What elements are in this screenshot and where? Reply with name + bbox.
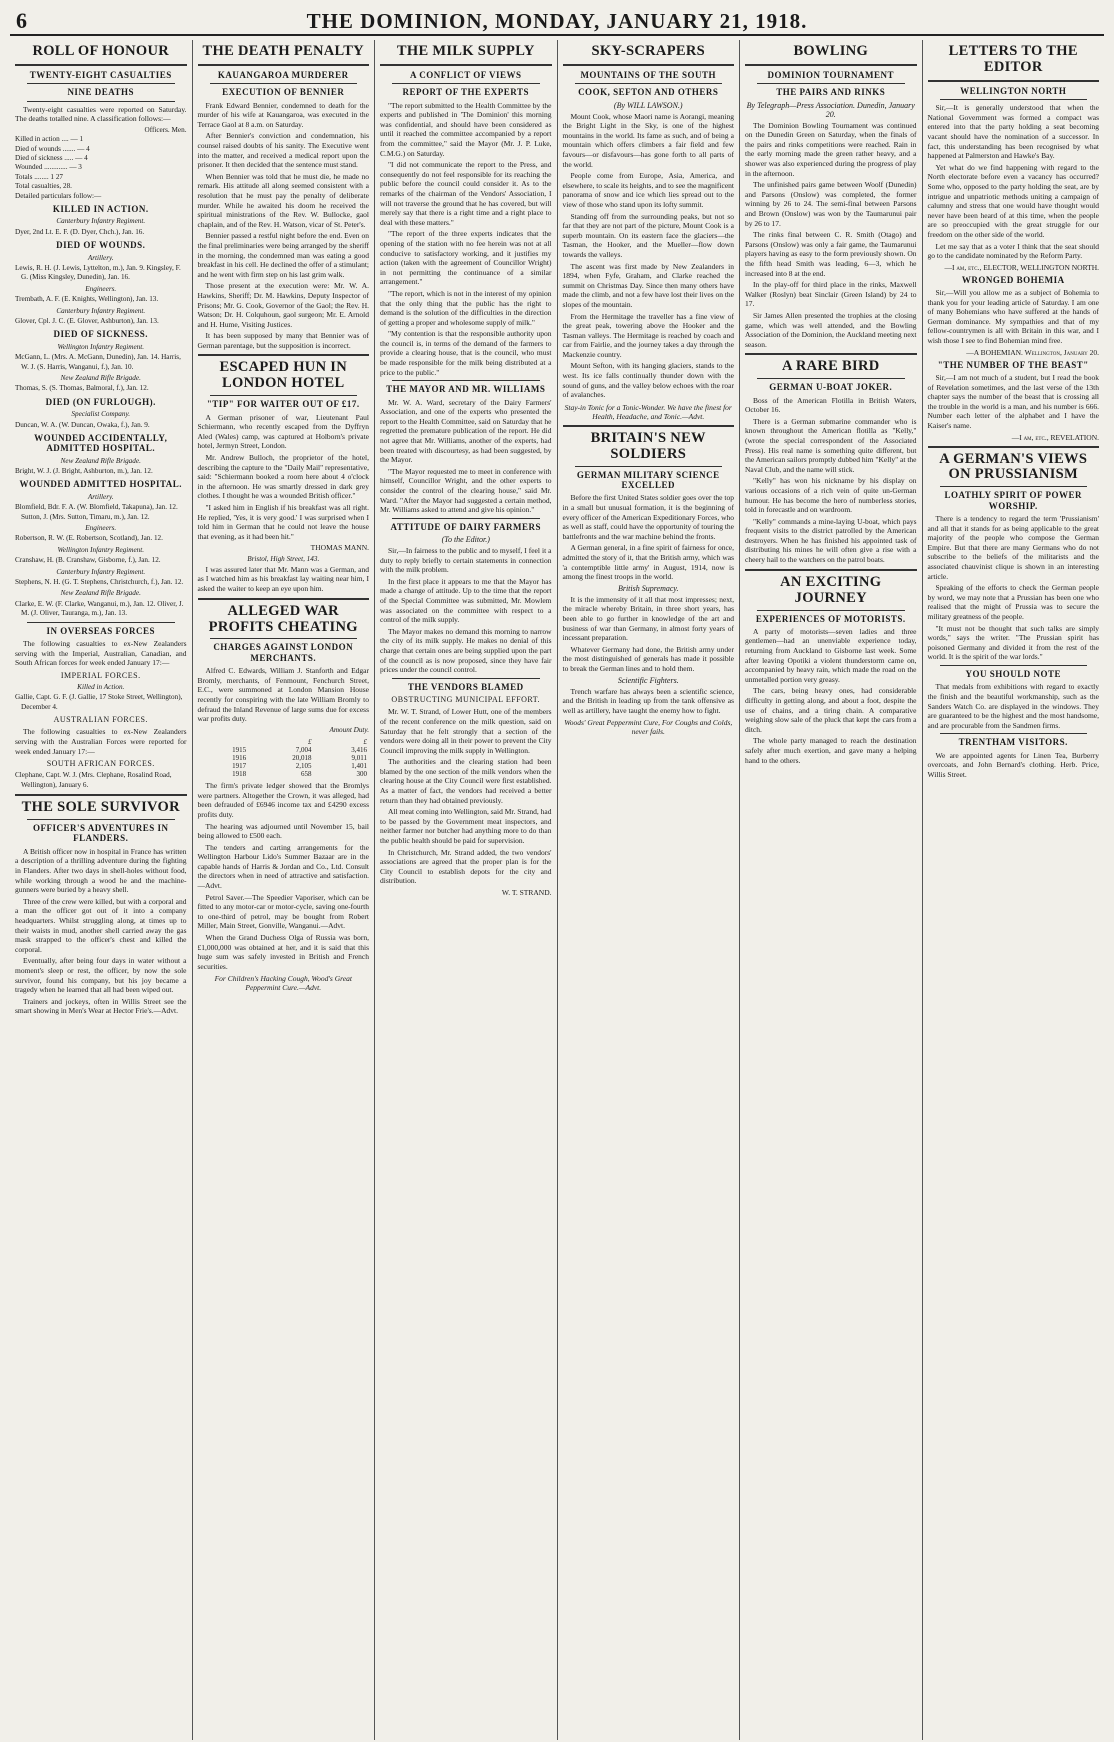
milk-supply-subheading-2: REPORT OF THE EXPERTS	[402, 87, 529, 98]
article-paragraph: Sir,—In fairness to the public and to myself, I feel it a duty to reply briefly to certain statements in connection with the milk problem.	[380, 546, 552, 575]
article-paragraph: "The report of the three experts indicates that the opening of the station with no fee herein was not at all conducive to satisfactory working, and it justifies my action (taken with the agreement of Councillor Wright) in not permitting the continuance of a similar arrangement."	[380, 229, 552, 287]
table-cell: 1918	[232, 770, 247, 779]
casualty-names: Gallie, Capt. G. F. (J. Gallie, 17 Stoke Street, Wellington), December 4.	[15, 693, 183, 711]
article-paragraph: In the first place it appears to me that the Mayor has made a change of attitude. Up to the time that the report of the Special Committee was submitted, Mr. Mowlem was associated on the committee with respect to a control of the milk supply.	[380, 576, 552, 625]
mayor-heading: THE MAYOR AND MR. WILLIAMS	[386, 384, 546, 395]
australian-heading: AUSTRALIAN FORCES.	[53, 715, 148, 725]
unit-name: New Zealand Rifle Brigade.	[60, 373, 141, 382]
german-views-subheading: LOATHLY SPIRIT OF POWER WORSHIP.	[944, 490, 1082, 511]
article-paragraph: The unfinished pairs game between Woolf (Dunedin) and Parsons (Onslow) was completed, the former winning by 26 to 24. The semi-final between Parsons and Brown (Onslow) was won by the Taumarunui pair by 26 to 17.	[745, 180, 917, 228]
roll-table-row: Died of sickness ..... — 4	[15, 154, 88, 163]
divider	[940, 665, 1088, 666]
divider	[757, 610, 905, 611]
masthead-title: THE DOMINION, MONDAY, JANUARY 21, 1918.	[306, 9, 808, 33]
divider	[380, 64, 552, 66]
sickness-heading: DIED OF SICKNESS.	[53, 329, 148, 340]
death-penalty-subheading-2: EXECUTION OF BENNIER	[222, 87, 345, 98]
furlough-heading: DIED (ON FURLOUGH).	[45, 396, 156, 407]
article-paragraph: Mount Sefton, with its hanging glaciers, stands to the west. Its ice falls continually thunder down with the sound of guns, and the valley below echoes with the roar of avalanches.	[562, 361, 734, 400]
article-paragraph: In Christchurch, Mr. Strand added, the two vendors' associations are agreed that the proper plan is for the City Council to establish depots for the city and distribution.	[380, 847, 552, 886]
article-paragraph: Let me say that as a voter I think that the seat should go to the candidate nominated by the Reform Party.	[927, 241, 1099, 261]
wronged-bohemia-heading: WRONGED BOHEMIA	[961, 274, 1065, 285]
article-paragraph: The cars, being heavy ones, had considerable difficulty in getting along, and about a foot, despite the use of chains, and a tiring chain. A comparative weighing slow sale of the pluck that kept the cars from a ditch.	[745, 686, 917, 734]
unit-name: Canterbury Infantry Regiment.	[56, 217, 146, 226]
unit-name: Artillery.	[87, 492, 114, 501]
article-paragraph: There is a tendency to regard the term 'Prussianism' and all that it stands for as being applicable to the great majority of the people who compose the German Empire. But that there are many Germans who do not subscribe to the beliefs of the militarists and the associated chauvinist clique is shown in an interesting article.	[927, 514, 1099, 581]
divider	[940, 486, 1088, 487]
divider	[198, 598, 370, 600]
divider	[563, 64, 735, 66]
duty-table-header	[198, 738, 370, 746]
table-row	[198, 762, 370, 770]
article-paragraph: It is the immensity of it all that most impresses; next, the miracle whereby Britain, in three short years, has been able to go further in knowledge of the art and business of war than Germany, in almost forty years of incessant preparation.	[562, 594, 734, 643]
britain-soldiers-subheading: GERMAN MILITARY SCIENCE EXCELLED	[576, 469, 720, 491]
advertisement: Stay-in Tonic for a Tonic-Wonder. We have the finest for Health, Headache, and Tonic.—Advt.	[564, 402, 732, 421]
article-paragraph: When Bennier was told that he must die, he made no remark. His attitude all along seemed consistent with a resolution that he must pay the penalty of deliberate murder. While he awaited his doom he received the spiritual ministrations of the Rev. W. Bullocke, gaol chaplain, and of the Rev. H. Watson, vicar of St. Peter's.	[197, 171, 369, 229]
letters-heading: LETTERS TO THE EDITOR	[948, 43, 1078, 75]
roll-total: Totals ........ 1 27	[15, 172, 64, 181]
roll-subheading: TWENTY-EIGHT CASUALTIES	[29, 69, 172, 80]
roll-subheading-2: NINE DEATHS	[67, 87, 135, 98]
casualty-names: Cranshaw, H. (B. Cranshaw, Gisborne, f.), Jan. 12.	[15, 556, 161, 565]
article-paragraph: Eventually, after being four days in water without a moment's sleep or rest, the officer, by now the sole survivor, found his company, but his joy became a tragedy when he learned that all had been wiped out.	[15, 956, 187, 995]
article-paragraph: All meat coming into Wellington, said Mr. Strand, had to be passed by the Government meat inspectors, and neither farmer nor butcher had anything more to do than the public health should be paid for supervision.	[380, 807, 552, 846]
divider	[27, 83, 175, 84]
article-paragraph: "Kelly" has won his nickname by his display on various occasions of a rich vein of quite un-German humour. He has become the hero of numberless stories, told in forecastle and on wardroom.	[745, 476, 917, 515]
advertisement: That medals from exhibitions with regard to exactly the finish and the beautiful workmanship, such as the Sanders Watch Co. are displayed in the windows. They are guaranteed to be the highest and the most handsome, and are procurable from the Sandmen firms.	[927, 682, 1099, 730]
advertisement: Petrol Saver.—The Speedier Vaporiser, which can be fitted to any motor-car or motor-cycle, saving one-fourth to one-third of petrol, may be bought from Robert Miller, Main Street, Gonville, Wanganui.—Advt.	[197, 892, 369, 931]
unit-name: Wellington Infantry Regiment.	[57, 342, 145, 351]
german-views-heading: A GERMAN'S VIEWS ON PRUSSIANISM	[939, 450, 1088, 483]
divider	[27, 819, 175, 820]
attitude-subheading: (To the Editor.)	[441, 535, 490, 545]
duty-table-header-cell: £	[363, 738, 367, 747]
unit-name: Specialist Company.	[71, 410, 131, 419]
casualty-names: Clephane, Capt. W. J. (Mrs. Clephane, Rosalind Road, Wellington), January 6.	[15, 771, 172, 789]
divider	[575, 83, 723, 84]
article-paragraph: Before the first United States soldier goes over the top in a small but unusual formation, it is the beginning of every officer of the American Expeditionary Forces, who as well as staff, could have the opportunity of touring the battlefronts and the war machine behind the fronts.	[562, 493, 734, 541]
signature: —I am, etc., ELECTOR, WELLINGTON NORTH.	[944, 262, 1099, 272]
unit-name: Canterbury Infantry Regiment.	[56, 567, 146, 576]
divider	[757, 378, 905, 379]
died-wounds-heading: DIED OF WOUNDS.	[56, 240, 146, 251]
article-paragraph: After Bennier's conviction and condemnation, his counsel raised doubts of his sanity. The Executive went into the matter, and received a medical report upon the prisoner. It then decided that the sentence must stand.	[197, 131, 369, 170]
table-row	[198, 770, 370, 778]
bowling-subheading-2: THE PAIRS AND RINKS	[776, 87, 886, 98]
overseas-text: The following casualties to ex-New Zealanders serving with the Imperial, Australian, Canadian, and South African forces for week ended January 17:—	[15, 639, 187, 668]
article-paragraph: The ascent was first made by New Zealanders in 1894, when Fyfe, Graham, and Clarke reached the summit on Christmas Day. Since then many others have made the climb, and not a few have lost their lives on the slopes of the mountain.	[562, 261, 734, 309]
byline: By Telegraph—Press Association. Dunedin, January 20.	[746, 100, 915, 119]
article-paragraph: A party of motorists—seven ladies and three gentlemen—had an unenviable experience today, returning from Auckland to Gisborne last week. Some after leaving Opotiki a violent thunderstorm came on, accompanied by heavy rain, which made the road on the unmetalled portion very greasy.	[745, 626, 917, 684]
roll-table-row: Died of wounds ....... — 4	[15, 144, 90, 153]
bowling-subheading: DOMINION TOURNAMENT	[767, 69, 894, 80]
casualty-names: Blomfield, Bdr. F. A. (W. Blomfield, Takapuna), Jan. 12. Sutton, J. (Mrs. Sutton, Timaru, m.), Jan. 12.	[15, 503, 178, 521]
divider	[745, 353, 917, 355]
article-paragraph: "I asked him in English if his breakfast was all right. He replied, 'Yes, it is very good.' I was surprised when I told him in German that he could not leave the house that evening, as it had been hit."	[197, 503, 369, 541]
article-paragraph: "My contention is that the responsible authority upon the council is, in terms of the demand of the farmers to provide a clearing house, that is the council, who must be made responsible for the milk being distributed at a price to the public."	[380, 329, 552, 377]
article-paragraph: Those present at the execution were: Mr. W. A. Hawkins, Sheriff; Dr. M. Hawkins, Deputy Inspector of Prisons; Mr. G. Cook, Governor of the Gaol; the Rev. H. Watson; Dr. H. Colquhoun, gaol surgeon; Mr. E. Arnold and H. Hume, Visiting Justices.	[197, 281, 369, 329]
article-paragraph: The firm's private ledger showed that the Bromlys were partners. Altogether the Crown, it was alleged, had been defrauded of £6946 income tax and £4290 excess profits duty.	[197, 781, 369, 819]
death-penalty-heading: THE DEATH PENALTY	[202, 43, 364, 59]
south-african-heading: SOUTH AFRICAN FORCES.	[46, 759, 155, 769]
article-paragraph: "The report submitted to the Health Committee by the experts and published in 'The Dominion' this morning was confidential, and should have been considered as until it reached the committee accompanied by a report from the committee," said the Mayor (Mr. J. P. Luke, C.M.G.) on Saturday.	[380, 100, 552, 158]
sky-scrapers-subheading-2: COOK, SEFTON AND OTHERS	[578, 87, 719, 98]
divider	[940, 99, 1088, 100]
article-paragraph: Speaking of the efforts to check the German people by word, we may note that a Prussian has been one who realised that the might of Prussia was to secure the military greatness of the people.	[927, 583, 1099, 622]
unit-name: New Zealand Rifle Brigade.	[60, 589, 141, 598]
unit-name: Canterbury Infantry Regiment.	[56, 306, 146, 315]
article-paragraph: Whatever Germany had done, the British army under the most distinguished of generals has made it possible to break the German lines and to hold them.	[562, 644, 734, 673]
rare-bird-subheading: GERMAN U-BOAT JOKER.	[769, 382, 893, 393]
signature: —A BOHEMIAN. Wellington, January 20.	[966, 347, 1099, 357]
duty-table	[198, 738, 370, 778]
article-paragraph: Standing off from the surrounding peaks, but not so far that they are not part of the picture, Mount Cook is a superb mountain. On its eastern face the glaciers—the Tasman, the Hooker, and the Mueller—flow down towards the valleys.	[562, 211, 734, 259]
duty-table-header-cell	[198, 738, 249, 746]
sole-survivor-heading: THE SOLE SURVIVOR	[21, 799, 180, 816]
divider	[745, 64, 917, 66]
casualty-names: Lewis, R. H. (J. Lewis, Lyttelton, m.), Jan. 9. Kingsley, F. G. (Miss Kingsley, Dunedin), Jan. 16.	[15, 263, 181, 282]
divider	[210, 395, 358, 396]
roll-total-2: Total casualties, 28.	[15, 182, 72, 191]
advertisement: For Children's Hacking Cough, Wood's Great Peppermint Cure.—Advt.	[214, 974, 352, 993]
article-paragraph: Sir,—It is generally understood that when the National Government was formed a compact was entered into that the party holding a seat becoming vacant should have the nomination of a successor. In fact, this understanding has been recognised by what happened at Palmerston and Hawke's Bay.	[927, 103, 1099, 161]
article-paragraph: People come from Europe, Asia, America, and elsewhere, to scale its heights, and to see the magnificent panorama of snow and ice which lies spread out to the view of those who stand upon its lofty summit.	[562, 171, 734, 209]
bowling-heading: BOWLING	[793, 43, 869, 59]
table-cell: 300	[356, 770, 367, 779]
table-cell: 1916	[232, 754, 247, 763]
sky-scrapers-heading: SKY-SCRAPERS	[591, 43, 705, 59]
section-subheading: British Supremacy.	[617, 583, 679, 593]
advertisement: Woods' Great Peppermint Cure, For Coughs and Colds, never fails.	[564, 718, 733, 737]
roll-table-row: Killed in action .... — 1	[15, 135, 84, 144]
column-1	[10, 40, 193, 1740]
milk-supply-heading: THE MILK SUPPLY	[396, 43, 535, 59]
article-paragraph: Mount Cook, whose Maori name is Aorangi, meaning the Bright Light in the Sky, is one of the highest mountains in the world. Its fame as such, and of being a mountain which offers climbers a fair field and few favours—or disfavours—has gone forth to all parts of the world.	[562, 111, 734, 169]
divider	[745, 569, 917, 571]
article-paragraph: A British officer now in hospital in France has written a description of a thrilling adventure during the fighting in Flanders. After two days in shell-holes without food, while working through a wood he and the machine-gunners were buried by a heavy shell.	[15, 846, 187, 895]
unit-name: New Zealand Rifle Brigade.	[60, 456, 141, 465]
exciting-journey-subheading: EXPERIENCES OF MOTORISTS.	[755, 613, 906, 624]
article-paragraph: "It must not be thought that such talks are simply words," says the writer. "The Prussian spirit has poisoned Germany and divided it from the rest of the world. It is the spirit of the war lords."	[927, 623, 1099, 662]
article-paragraph: Bennier passed a restful night before the end. Even on the final preliminaries were being arranged by the sheriff in the morning, the condemned man was eating a good breakfast in his cell. He declined the offer of a stimulant; and he went with firm step on his last grim walk.	[197, 231, 369, 279]
advertisement: The tenders and carting arrangements for the Wellington Harbour Lido's Summer Bazaar are in the capable hands of Harris & Jordan and Co., Ltd. Consult the directors when in need of attractive and satisfaction.—Advt.	[197, 842, 369, 891]
divider	[392, 380, 540, 381]
wounded-accidentally-heading: WOUNDED ACCIDENTALLY, ADMITTED HOSPITAL.	[34, 432, 168, 454]
table-cell: 2,105	[295, 762, 312, 771]
article-paragraph: Sir James Allen presented the trophies at the closing game, which was well attended, and the Bowling Association of the Dominion, the Auckland meeting next season.	[745, 310, 917, 349]
article-paragraph: Yet what do we find happening with regard to the North electorate before even a vacancy has occurred? Some who, opposed to the party holding the seat, are by intrigue and unpatriotic methods uniting a campaign of calumny and stress that one would have thought would never have been heard of at this time, when the people are so preoccupied with the great struggle for our freedom on the other side of the world.	[927, 162, 1099, 239]
death-penalty-subheading: KAUANGAROA MURDERER	[217, 69, 349, 80]
column-5	[740, 40, 923, 1740]
overseas-heading: IN OVERSEAS FORCES	[46, 625, 156, 636]
divider	[940, 733, 1088, 734]
alleged-profits-subheading: CHARGES AGAINST LONDON MERCHANTS.	[213, 642, 354, 663]
duty-table-header-cell: £	[307, 738, 312, 747]
article-paragraph: Mr. W. T. Strand, of Lower Hutt, one of the members of the recent conference on the milk question, said on Saturday that he felt strongly that a section of the vendors were doing all in their power to prevent the City Council improving the milk supply in Wellington.	[380, 707, 552, 755]
columns	[10, 40, 1104, 1740]
australian-text: The following casualties to ex-New Zealanders serving with the Australian Forces were reported for week ended January 17:—	[15, 727, 187, 756]
divider	[928, 446, 1100, 448]
signature-place: Bristol, High Street, 143.	[247, 555, 320, 564]
roll-intro: Twenty-eight casualties were reported on Saturday. The deaths totalled nine. A classification follows:—	[15, 104, 187, 124]
article-paragraph: The authorities and the clearing station had been blamed by the one section of the milk vendors when the clearing house at the City Council were first established. As a matter of fact, the vendors had received a better return than they had obtained previously.	[380, 757, 552, 805]
table-cell: 1915	[232, 746, 247, 755]
escaped-hun-subheading: "TIP" FOR WAITER OUT OF £17.	[206, 399, 360, 410]
table-row	[198, 746, 370, 754]
duty-table-title: Amount Duty.	[329, 725, 369, 734]
article-paragraph: Boss of the American Flotilla in British Waters, October 16.	[745, 395, 917, 415]
trentham-heading: TRENTHAM VISITORS.	[958, 737, 1068, 748]
article-paragraph: When the Grand Duchess Olga of Russia was born, £1,000,000 was obtained at her, and it is said that this huge sum was safely invested in British and French securities.	[197, 933, 369, 971]
article-paragraph: From the Hermitage the traveller has a fine view of the great peak, towering above the Hooker and the Tasman valleys. The Hermitage is reached by coach and car from Fairlie, and the journey takes a day through the Mackenzie country.	[562, 311, 734, 359]
casualty-names: Trembath, A. F. (E. Knights, Wellington), Jan. 13.	[15, 295, 159, 304]
notice-heading: YOU SHOULD NOTE	[965, 669, 1061, 679]
beast-heading: "THE NUMBER OF THE BEAST"	[937, 359, 1089, 370]
divider	[27, 101, 175, 102]
sole-survivor-subheading: OFFICER'S ADVENTURES IN FLANDERS.	[32, 823, 169, 844]
unit-name: Engineers.	[85, 284, 117, 293]
vendors-subheading: OBSTRUCTING MUNICIPAL EFFORT.	[391, 695, 541, 705]
unit-name: Artillery.	[87, 253, 114, 262]
divider	[928, 80, 1100, 82]
divider	[757, 83, 905, 84]
killed-heading: KILLED IN ACTION.	[52, 204, 149, 215]
escaped-hun-heading: ESCAPED HUN IN LONDON HOTEL	[219, 359, 347, 392]
divider	[198, 64, 370, 66]
table-row	[198, 754, 370, 762]
signature: THOMAS MANN.	[310, 543, 369, 553]
article-paragraph: "The report, which is not in the interest of my opinion that the only thing that the public has the right to demand is the solution of the difficulties in the direction of getting a proper and wholesome supply of milk."	[380, 288, 552, 327]
casualty-names: Robertson, R. W. (E. Robertson, Scotland), Jan. 12.	[15, 534, 163, 543]
divider	[198, 354, 370, 356]
article-paragraph: The whole party managed to reach the destination safely after much exertion, and gave many a helping hand to the others.	[745, 736, 917, 765]
byline: (By WILL LAWSON.)	[613, 100, 683, 110]
column-6	[923, 40, 1105, 1740]
column-3	[375, 40, 558, 1740]
advertisement: We are appointed agents for Linen Tea, Burberry overcoats, and John Bernard's clothing. Herb. Price, Willis Street.	[927, 750, 1099, 779]
article-paragraph: The hearing was adjourned until November 15, bail being allowed to £500 each.	[197, 821, 369, 841]
casualty-names: Thomas, S. (S. Thomas, Balmoral, f.), Jan. 12.	[15, 384, 149, 393]
article-paragraph: Sir,—I am not much of a student, but I read the book of Revelation sometimes, and the last verse of the 13th chapter says the number of the beast that is crossing all the trouble in the world is a man, and his number is 666. Number each letter of the alphabet and I have the Kaiser's name.	[927, 372, 1099, 430]
roll-table-head: Officers. Men.	[144, 125, 187, 134]
divider	[15, 794, 187, 796]
article-paragraph: In the play-off for third place in the rinks, Maxwell Walker (Roslyn) beat Sinclair (Green Island) by 24 to 17.	[745, 280, 917, 309]
divider	[392, 83, 540, 84]
casualty-names: Dyer, 2nd Lt. E. F. (D. Dyer, Chch.), Jan. 16.	[15, 227, 145, 236]
imperial-heading: IMPERIAL FORCES.	[60, 670, 141, 680]
divider	[210, 638, 358, 639]
vendors-heading: THE VENDORS BLAMED	[407, 681, 524, 692]
column-2	[193, 40, 376, 1740]
divider	[210, 83, 358, 84]
britain-soldiers-heading: BRITAIN'S NEW SOLDIERS	[590, 429, 706, 462]
article-paragraph: The rinks final between C. R. Smith (Otago) and Parsons (Onslow) was only a fair game, the Taumarunui players having as easy to the form previously shown. On the fifth head Smith was leading, 6—3, which he increased into 8 at the end.	[745, 230, 917, 278]
divider	[563, 425, 735, 427]
attitude-heading: ATTITUDE OF DAIRY FARMERS	[390, 521, 541, 532]
casualty-names: Duncan, W. A. (W. Duncan, Owaka, f.), Jan. 9.	[15, 420, 150, 429]
roll-of-honour-heading: ROLL OF HONOUR	[32, 43, 170, 59]
article-paragraph: I was assured later that Mr. Mann was a German, and as I watched him as his breakfast lay waiting near him, I asked the waiter to keep an eye upon him.	[197, 564, 369, 593]
roll-detail: Detailed particulars follow:—	[15, 191, 102, 200]
casualty-names: Bright, W. J. (J. Bright, Ashburton, m.), Jan. 12.	[15, 467, 153, 476]
casualty-names: Stephens, N. H. (G. T. Stephens, Christchurch, f.), Jan. 12.	[15, 578, 184, 587]
letters-subheading: WELLINGTON NORTH	[960, 85, 1067, 96]
signature: —I am, etc., REVELATION.	[1011, 432, 1099, 442]
casualty-names: Glover, Cpl. J. C. (E. Glover, Ashburton), Jan. 13.	[15, 317, 159, 325]
alleged-profits-heading: ALLEGED WAR PROFITS CHEATING	[208, 602, 358, 635]
article-paragraph: "The Mayor requested me to meet in conference with himself, Councillor Wright, and the other experts to consider the control of the clearing house," said Mr. Ward. "After the Mayor had suggested a certain method, Mr. Williams asked to attend and give his opinion."	[380, 466, 552, 515]
column-4	[558, 40, 741, 1740]
divider	[15, 64, 187, 66]
article-paragraph: Mr. W. A. Ward, secretary of the Dairy Farmers' Association, and one of the experts who presented the report to the Health Committee, said on Saturday that he regretted the premature publication of the report. He did not agree that Mr. Williams, another of the experts, had been treated with discourtesy, as had been suggested, by the Mayor.	[380, 397, 552, 465]
table-cell: 9,011	[351, 754, 367, 763]
roll-table-row: Wounded ............. — 3	[15, 163, 82, 172]
table-cell: 20,018	[292, 754, 312, 763]
killed-action-label: Killed in Action.	[77, 682, 125, 691]
article-paragraph: Trench warfare has always been a scientific science, and the British in leading up from the tank offensive as well as artillery, have taught the enemy how to fight.	[562, 686, 734, 715]
casualty-names: McGann, L. (Mrs. A. McGann, Dunedin), Jan. 14. Harris, W. J. (S. Harris, Wanganui, f.), Jan. 10.	[15, 353, 181, 371]
article-paragraph: The Dominion Bowling Tournament was continued on the Dunedin Green on Saturday, when the finals of the pairs and rinks competitions were reached. Rain in the early morning made the green rather heavy, and a shower was also experienced during the progress of play in the afternoon.	[745, 120, 917, 178]
article-paragraph: The Mayor makes no demand this morning to narrow the city of its milk supply. He makes no denial of this charge that certain ones are being supplied upon the part of the council as is now proposed, since they have fair prices under the council control.	[380, 626, 552, 675]
article-paragraph: A German prisoner of war, Lieutenant Paul Schiermann, who recently escaped from the Dyffryn Aled (Wales) camp, was captured at Holborn's private hotel, Jermyn Street, London.	[197, 412, 369, 451]
advertisement: Trainers and jockeys, often in Willis Street see the smart showing in Men's Wear at Hector Frie's.—Advt.	[15, 996, 187, 1016]
article-paragraph: Frank Edward Bennier, condemned to death for the murder of his wife at Kauangaroa, was executed in the Terrace Gaol at 8 a.m. on Saturday.	[197, 100, 369, 129]
article-paragraph: "Kelly" commands a mine-laying U-boat, which pays frequent visits to the district patrolled by the American destroyers. When he has finished his appointed task of distributing his mines he will often give a rise with a cheery hail to the watchers on the patrol boats.	[745, 516, 917, 565]
article-paragraph: Alfred C. Edwards, William J. Stanforth and Edgar Bromly, merchants, of Fenmount, Fenchurch Street, E.C., were summoned at London Mansion House recently for conspiring with the late William Bromly to defraud the Inland Revenue of large sums due for excess war profits duty.	[197, 666, 369, 724]
divider	[27, 622, 175, 623]
rare-bird-heading: A RARE BIRD	[781, 358, 880, 375]
wounded-hospital-heading: WOUNDED ADMITTED HOSPITAL.	[19, 479, 183, 490]
article-paragraph: "I did not communicate the report to the Press, and consequently do not feel responsible for its reaching the public before the council could consider it. As to the remarks of the chairman of the Vendors' Association, I will not traverse the ground that he has covered, but will merely say that there is a right time and a right place to deal with these matters."	[380, 160, 552, 227]
divider	[392, 678, 540, 679]
table-cell: 658	[300, 770, 312, 779]
milk-supply-subheading: A CONFLICT OF VIEWS	[409, 69, 522, 80]
unit-name: Wellington Infantry Regiment.	[57, 545, 145, 554]
divider	[575, 466, 723, 467]
article-paragraph: It has been supposed by many that Bennier was of German parentage, but the supposition is incorrect.	[197, 331, 369, 350]
article-paragraph: A German general, in a fine spirit of fairness for once, admitted the story of it, that the British army, which was 'a contemptible little army' in August, 1914, now is among the finest troops in the world.	[562, 543, 734, 582]
exciting-journey-heading: AN EXCITING JOURNEY	[780, 573, 882, 606]
signature: W. T. STRAND.	[501, 888, 552, 897]
article-paragraph: Mr. Andrew Bulloch, the proprietor of the hotel, describing the capture to the "Daily Mail" representative, said: "Schiermann booked a room here about 4 o'clock in the afternoon. He was smartly dressed in dark grey clothes. I thought he was a wounded British officer."	[197, 453, 369, 501]
section-subheading: Scientific Fighters.	[617, 675, 679, 685]
table-cell: 1917	[232, 762, 247, 771]
article-paragraph: There is a German submarine commander who is known throughout the American flotilla as "Kelly," (wrote the special correspondent of the Associated Press). His real name is something quite different, but the American sailors promptly dubbed him "Kelly" at the Naval Club, and the name will stick.	[745, 416, 917, 474]
sky-scrapers-subheading: MOUNTAINS OF THE SOUTH	[580, 69, 717, 80]
masthead	[10, 4, 1104, 36]
table-cell: 1,401	[351, 762, 367, 771]
page-number: 6	[16, 8, 27, 33]
table-cell: 3,416	[351, 746, 367, 755]
divider	[392, 518, 540, 519]
casualty-names: Clarke, E. W. (F. Clarke, Wanganui, m.), Jan. 12. Oliver, J. M. (J. Oliver, Tauranga, m.), Jan. 13.	[15, 599, 184, 618]
table-cell: 7,004	[295, 746, 312, 755]
article-paragraph: Sir,—Will you allow me as a subject of Bohemia to thank you for your leading article of Saturday. I am one of many Bohemians who have suffered at the hands of German dominance. My sympathies and that of my fellow-countrymen is all with Britain in this war, and I wish those I see to find Bohemian mind free.	[927, 288, 1099, 346]
unit-name: Engineers.	[85, 524, 117, 532]
article-paragraph: Three of the crew were killed, but with a corporal and a man the officer got out of it into a company headquarters. Whilst struggling along, at times up to their waists in mud, another shell carried away the gas mask strapped to the officer's chest and killed the corporal.	[15, 896, 187, 954]
